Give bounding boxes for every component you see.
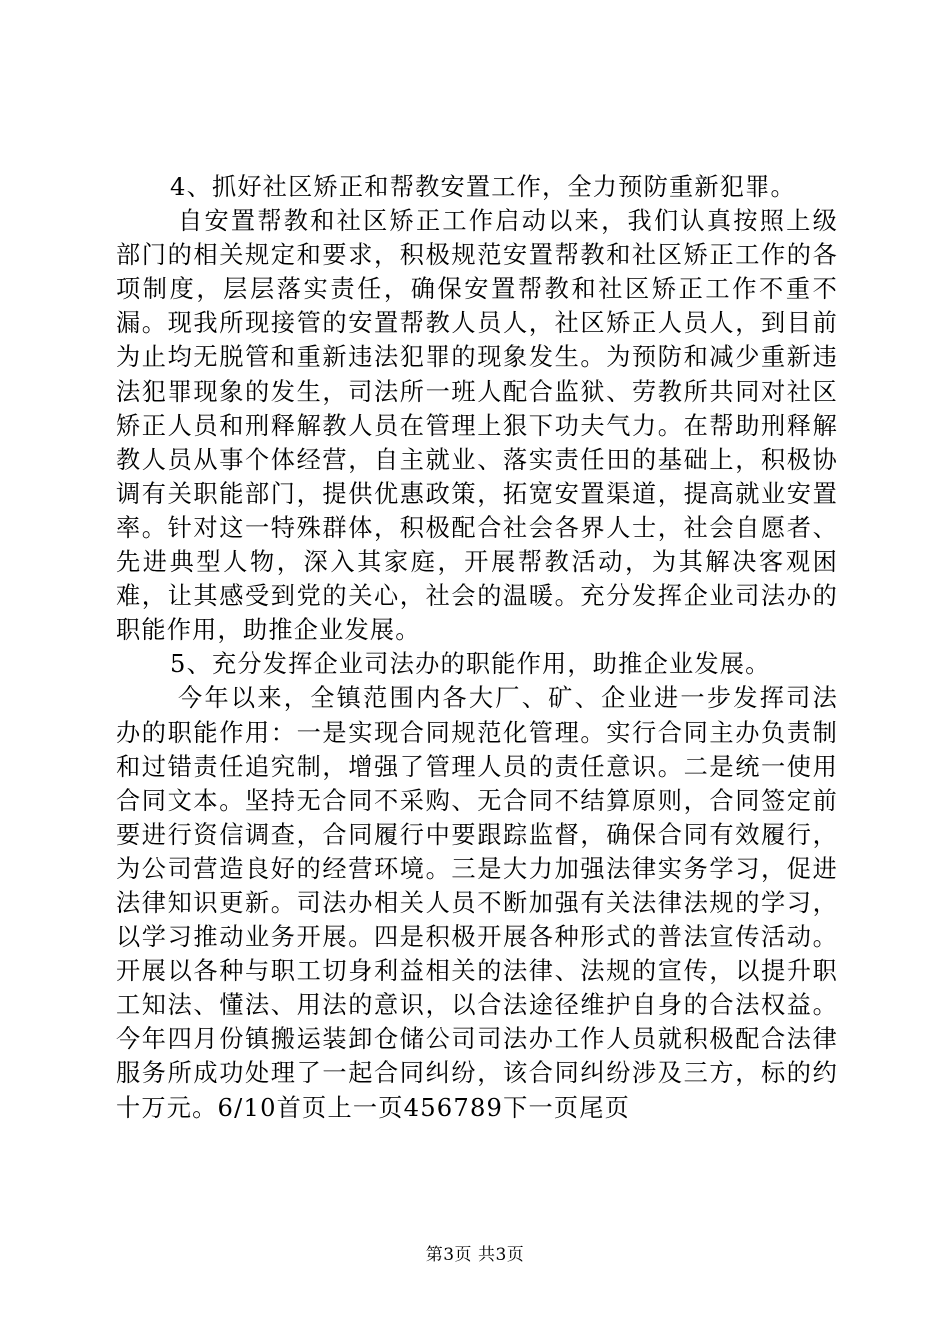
section-4-heading: 4、抓好社区矫正和帮教安置工作，全力预防重新犯罪。 <box>170 173 796 201</box>
document-body <box>116 170 838 1125</box>
page-footer: 第3页 共3页 <box>425 1245 525 1265</box>
section-5-heading: 5、充分发挥企业司法办的职能作用，助推企业发展。 <box>170 650 771 679</box>
section-4-paragraph: 自安置帮教和社区矫正工作启动以来，我们认真按照上级部门的相关规定和要求，积极规范安置帮教和社区矫正工作的各项制度，层层落实责任，确保安置帮教和社区矫正工作不重不漏。现我所现接管的安置帮教人员人，社区矫正人员人，到目前为止均无脱管和重新违法犯罪的现象发生。为预防和减少重新违法犯罪现象的发生，司法所一班人配合监狱、劳教所共同对社区矫正人员和刑释解教人员在管理上狠下功夫气力。在帮助刑释解教人员从事个体经营，自主就业、落实责任田的基础上，积极协调有关职能部门，提供优惠政策，拓宽安置渠道，提高就业安置率。针对这一特殊群体，积极配合社会各界人士，社会自愿者、先进典型人物，深入其家庭，开展帮教活动，为其解决客观困难，让其感受到党的关心，社会的温暖。充分发挥企业司法办的职能作用，助推企业发展。 <box>116 207 838 645</box>
section-5-paragraph: 今年以来，全镇范围内各大厂、矿、企业进一步发挥司法办的职能作用：一是实现合同规范化管理。实行合同主办负责制和过错责任追究制，增强了管理人员的责任意识。二是统一使用合同文本。坚持无合同不采购、无合同不结算原则，合同签定前要进行资信调查，合同履行中要跟踪监督，确保合同有效履行，为公司营造良好的经营环境。三是大力加强法律实务学习，促进法律知识更新。司法办相关人员不断加强有关法律法规的学习，以学习推动业务开展。四是积极开展各种形式的普法宣传活动。开展以各种与职工切身利益相关的法律、法规的宣传，以提升职工知法、懂法、用法的意识，以合法途径维护自身的合法权益。今年四月份镇搬运装卸仓储公司司法办工作人员就积极配合法律服务所成功处理了一起合同纠纷，该合同纠纷涉及三方，标的约十万元。6/10首页上一页456789下一页尾页 <box>116 684 838 1122</box>
